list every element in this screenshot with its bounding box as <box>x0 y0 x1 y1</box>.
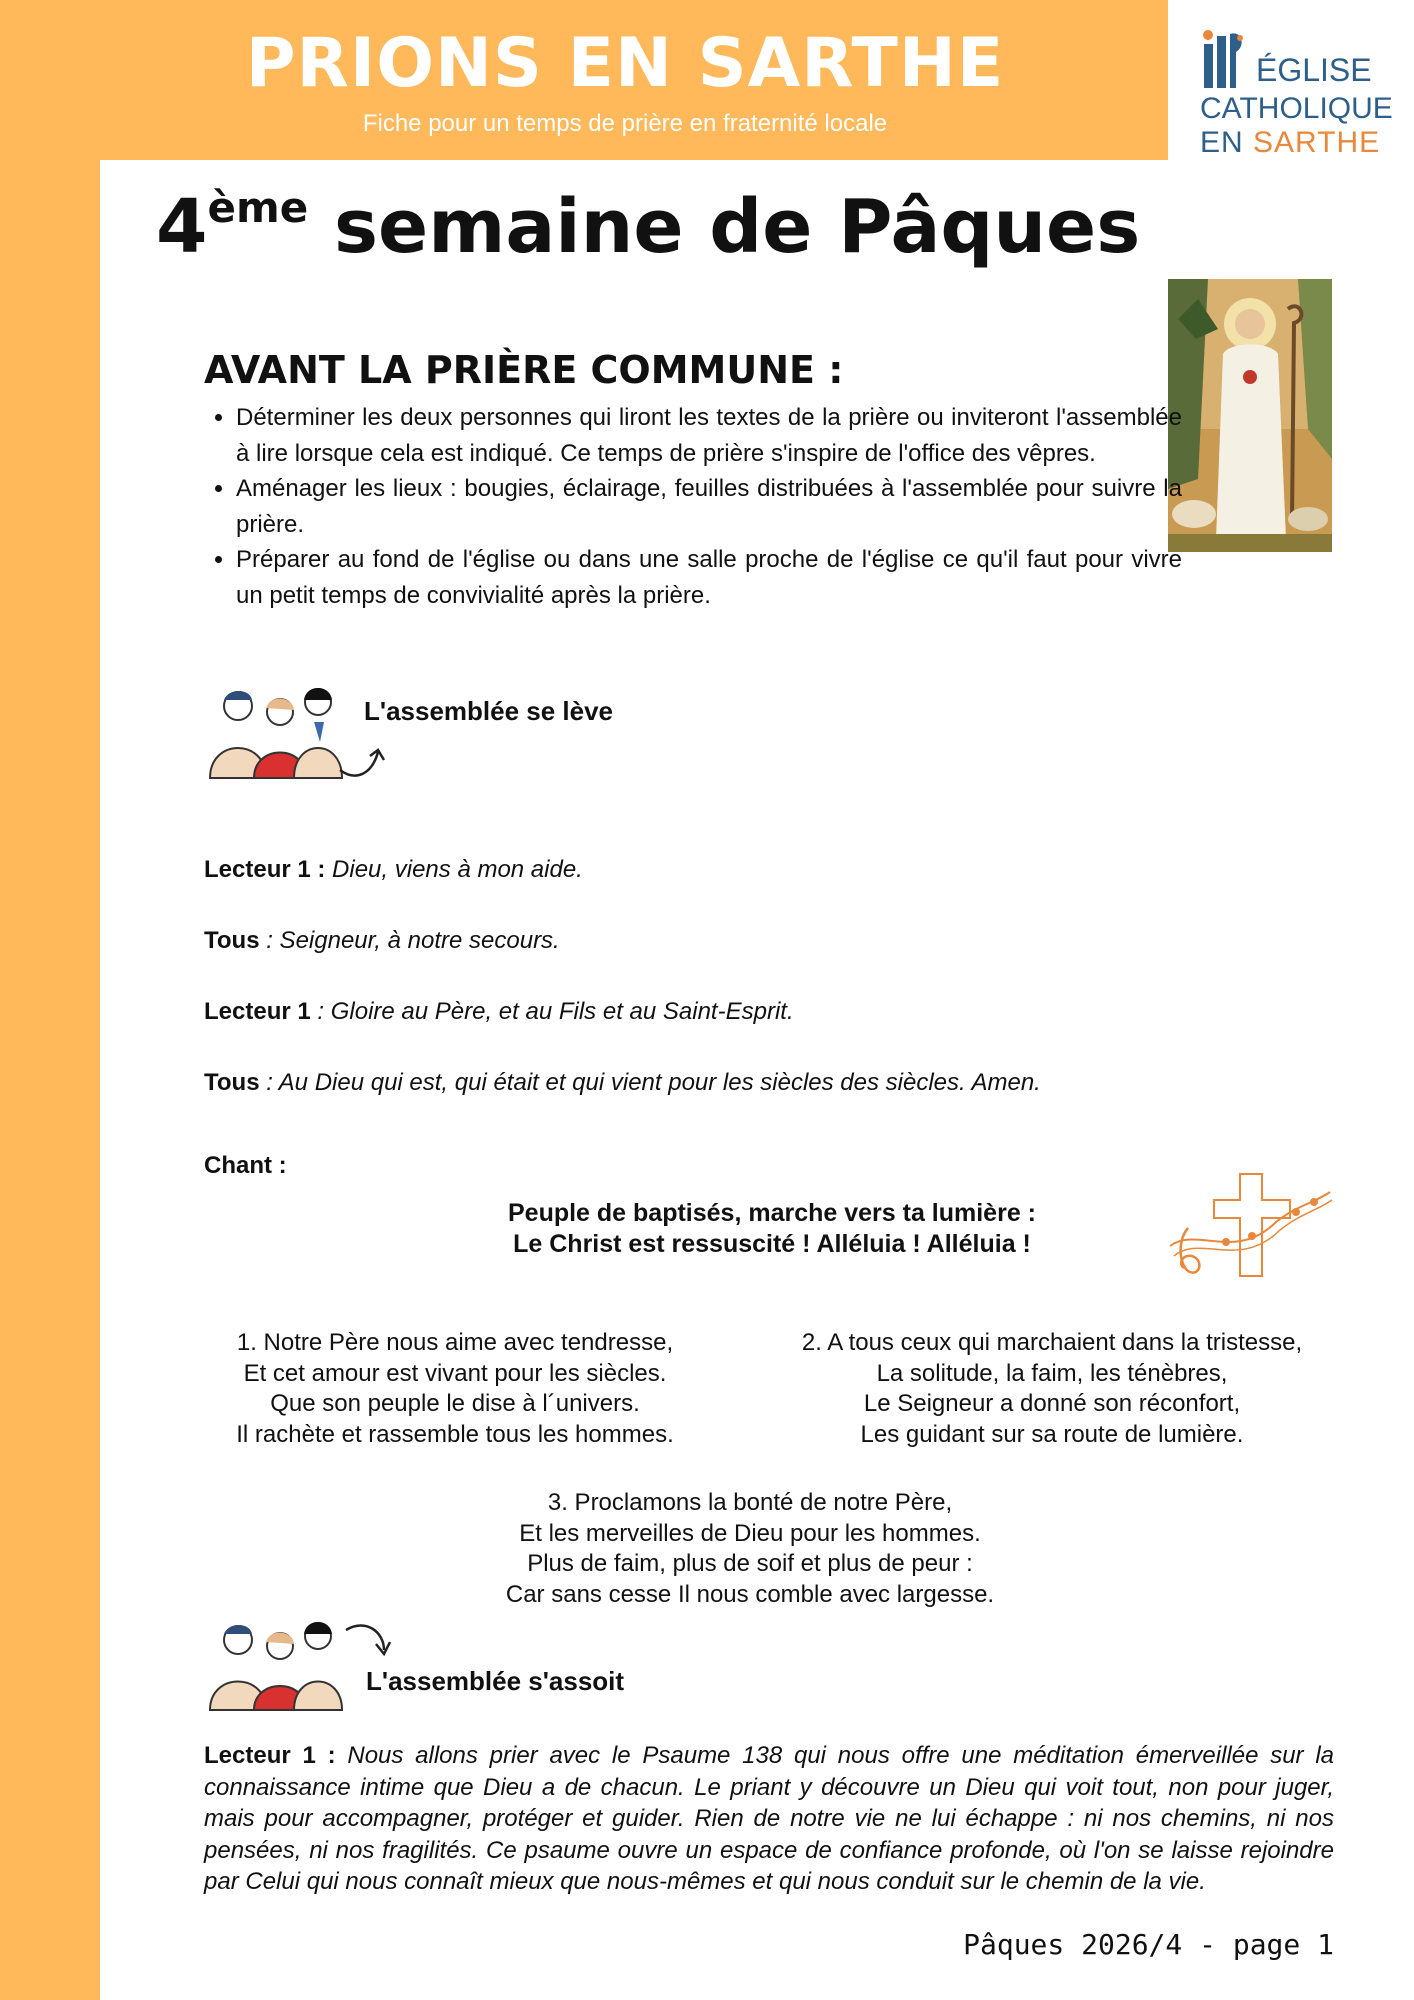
good-shepherd-image <box>1168 279 1332 552</box>
chant-verse-2 <box>752 1328 1352 1450</box>
before-list <box>204 400 1182 613</box>
verse-line: 2. A tous ceux qui marchaient dans la tristesse, <box>801 1329 1303 1356</box>
refrain-line: Le Christ est ressuscité ! Alléluia ! Alléluia ! <box>513 1230 1031 1258</box>
diocese-logo <box>1168 0 1414 160</box>
chant-verse-1 <box>200 1328 710 1450</box>
speaker: Lecteur 1 : <box>204 856 326 883</box>
header-title: PRIONS EN SARTHE <box>245 24 1005 103</box>
chant-refrain <box>402 1198 1142 1260</box>
speaker: Lecteur 1 <box>204 998 311 1025</box>
left-accent-band <box>0 0 100 2000</box>
list-item: • Aménager les lieux : bougies, éclairage, feuilles distribuées à l'assemblée pour suivre la prière. <box>236 471 1182 542</box>
page-footer: Pâques 2026/4 - page 1 <box>963 1928 1334 1961</box>
verse-line: Et les merveilles de Dieu pour les hommes. <box>519 1519 981 1547</box>
speaker: Lecteur 1 : <box>204 1742 336 1769</box>
speaker: Tous <box>204 1069 260 1096</box>
header-banner <box>0 0 1168 160</box>
dialogue-text: : Gloire au Père, et au Fils et au Saint-Esprit. <box>317 998 794 1025</box>
dialogue-line <box>204 1069 1041 1097</box>
verse-line: Le Seigneur a donné son réconfort, <box>863 1390 1241 1417</box>
stage-direction-sit: L'assemblée s'assoit <box>366 1666 625 1696</box>
verse-line: Les guidant sur sa route de lumière. <box>860 1420 1244 1448</box>
dialogue-line <box>204 998 794 1026</box>
list-item: • Préparer au fond de l'église ou dans une salle proche de l'église ce qu'il faut pour vivre un petit temps de convivialité après la prière. <box>236 542 1182 613</box>
church-logo-icon <box>1202 26 1248 90</box>
logo-line-2: CATHOLIQUE <box>1200 92 1393 125</box>
verse-line: La solitude, la faim, les ténèbres, <box>876 1359 1228 1387</box>
dialogue-line <box>204 856 583 884</box>
reader-introduction <box>204 1740 1334 1898</box>
refrain-line: Peuple de baptisés, marche vers ta lumière : <box>507 1199 1036 1227</box>
logo-line-3 <box>1200 126 1380 160</box>
logo-line-1: ÉGLISE <box>1256 52 1372 88</box>
title-text: semaine de Pâques <box>334 184 1141 270</box>
stage-direction-stand: L'assemblée se lève <box>364 696 614 726</box>
list-item: • Déterminer les deux personnes qui liront les textes de la prière ou inviteront l'assemblée à lire lorsque cela est indiqué. Ce temps de prière s'inspire de l'office des vêpres. <box>236 400 1182 471</box>
verse-line: Car sans cesse Il nous comble avec largesse. <box>505 1580 995 1608</box>
header-subtitle: Fiche pour un temps de prière en fraternité locale <box>362 110 888 137</box>
introduction-text: Nous allons prier avec le Psaume 138 qui nous offre une méditation émerveillée sur la connaissance intime que Dieu a de chacun. Le priant y découvre un Dieu qui voit tout, non pour juger, mais pour accompagner, protéger et guider. Rien de notre vie ne lui échappe : ni nos chemins, ni nos pensées, ni nos fragilités. Ce psaume ouvre un espace de confiance profonde, où l'on se laisse rejoindre par Celui qui nous connaît mieux que nous-mêmes et qui nous conduit sur le chemin de la vie. <box>204 1742 1335 1895</box>
music-cross-icon <box>1166 1172 1334 1282</box>
verse-line: Et cet amour est vivant pour les siècles. <box>243 1359 667 1387</box>
dialogue-text: : Seigneur, à notre secours. <box>266 927 560 954</box>
logo-line-3-sarthe: SARTHE <box>1253 126 1381 159</box>
verse-line: Que son peuple le dise à l´univers. <box>270 1390 640 1417</box>
dialogue-text: Dieu, viens à mon aide. <box>332 856 583 883</box>
chant-verse-3 <box>440 1488 1060 1610</box>
dialogue-line <box>204 927 560 955</box>
speaker: Tous <box>204 927 260 954</box>
verse-line: 1. Notre Père nous aime avec tendresse, <box>236 1329 674 1356</box>
title-suffix: ème <box>207 183 309 233</box>
dialogue-text: : Au Dieu qui est, qui était et qui vient pour les siècles des siècles. Amen. <box>266 1069 1041 1096</box>
verse-line: Il rachète et rassemble tous les hommes. <box>236 1420 674 1448</box>
before-heading: AVANT LA PRIÈRE COMMUNE : <box>204 348 844 392</box>
verse-line: Plus de faim, plus de soif et plus de peur : <box>527 1550 973 1577</box>
assembly-sitting-icon <box>200 1610 396 1714</box>
logo-line-3-en: EN <box>1200 126 1254 159</box>
title-number: 4 <box>156 184 208 270</box>
verse-line: 3. Proclamons la bonté de notre Père, <box>547 1489 953 1516</box>
page-title <box>156 183 1141 270</box>
chant-label: Chant : <box>204 1152 287 1179</box>
